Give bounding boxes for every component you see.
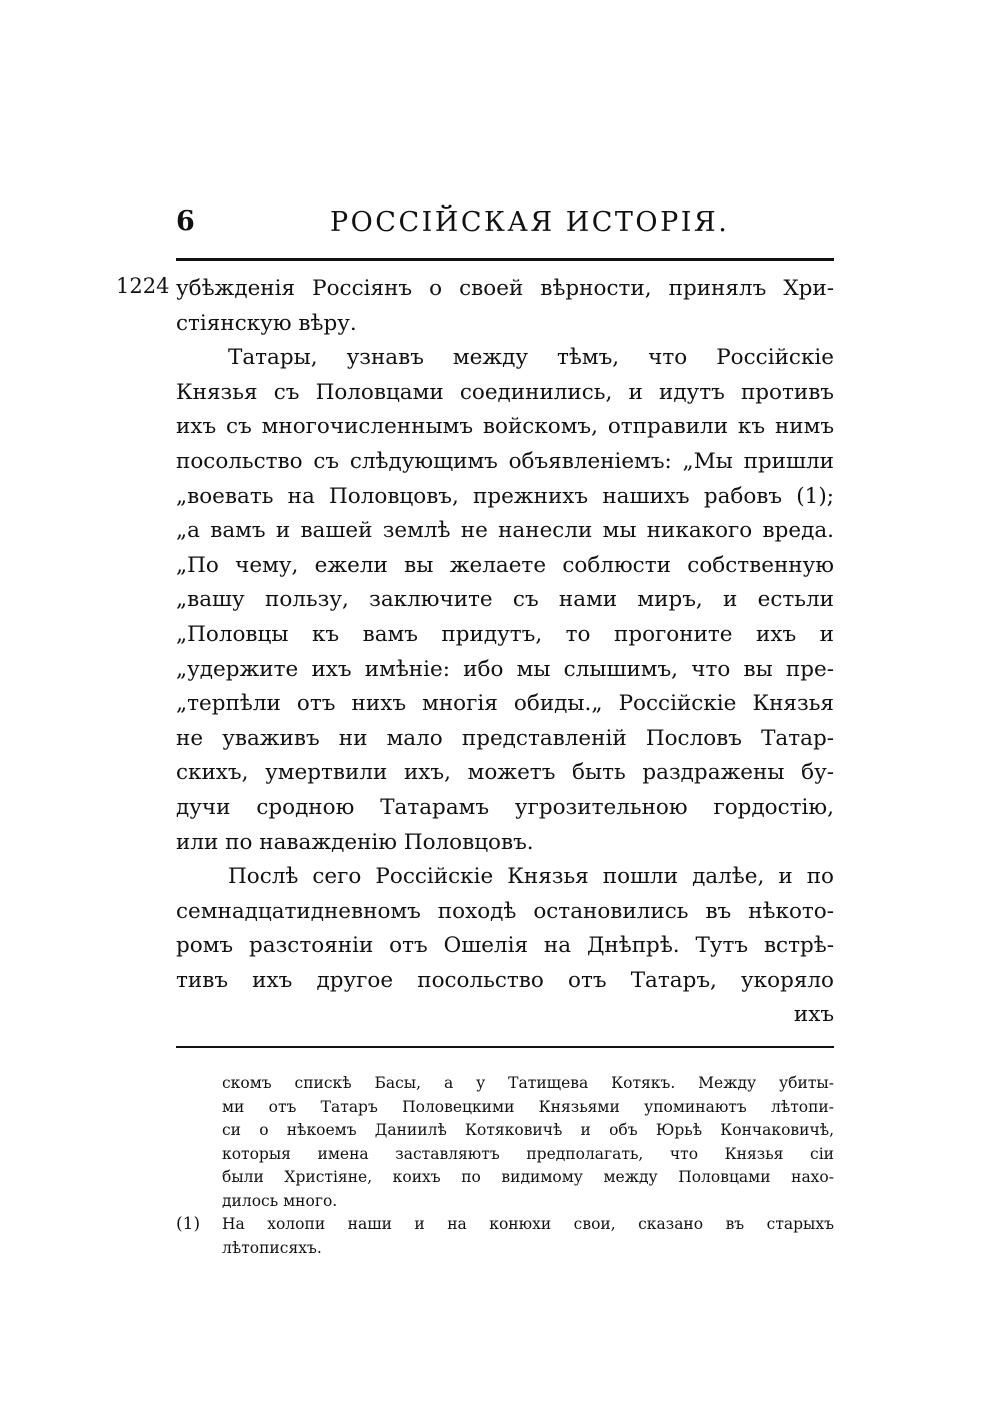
footnote-line: си о нѣкоемъ Даниилѣ Котяковичѣ и объ Юрьѣ Кончаковичѣ, (222, 1121, 834, 1139)
body-line: посольство съ слѣдующимъ объявленіемъ: „Мы пришли (176, 448, 834, 474)
header-rule (176, 258, 834, 261)
footnote-rule (176, 1046, 834, 1048)
main-text (176, 272, 834, 1033)
running-title: РОССІЙСКАЯ ИСТОРІЯ. (330, 207, 730, 238)
footnote-line: ми отъ Татаръ Половецкими Князьями упоминаютъ лѣтопи- (222, 1097, 834, 1116)
body-line: „По чему, ежели вы желаете соблюсти собственную (176, 552, 834, 578)
body-line: „Половцы къ вамъ придутъ, то прогоните ихъ и (176, 621, 834, 647)
footnote-line: На холопи наши и на конюхи свои, сказано въ старыхъ (222, 1215, 834, 1233)
catchword: ихъ (793, 1002, 834, 1028)
footnote-1 (176, 1213, 834, 1237)
page-number: 6 (176, 206, 195, 237)
footnotes (176, 1072, 834, 1260)
body-line: дучи сродною Татарамъ угрозительною гордостію, (176, 794, 834, 820)
footnote-line: лѣтописяхъ. (222, 1238, 322, 1257)
body-line: убѣжденія Россіянъ о своей вѣрности, принялъ Хри- (176, 276, 834, 301)
body-line: Послѣ сего Россійскіе Князья пошли далѣе, и по (228, 864, 834, 890)
body-line: скихъ, умертвили ихъ, можетъ быть раздражены бу- (176, 760, 834, 786)
body-line: семнадцатидневномъ походѣ остановились въ нѣкото- (176, 898, 834, 924)
body-line: „терпѣли отъ нихъ многія обиды.„ Россійскіе Князья (176, 691, 834, 717)
body-line: ромъ разстояніи отъ Ошелія на Днѣпрѣ. Тутъ встрѣ- (176, 933, 834, 959)
body-line: „вашу пользу, заключите съ нами миръ, и естьли (176, 587, 834, 613)
body-line: или по наважденію Половцовъ. (176, 829, 534, 855)
body-line: тивъ ихъ другое посольство отъ Татаръ, укоряло (176, 967, 834, 993)
footnote-line: дилось много. (222, 1191, 338, 1210)
footnote-marker: (1) (176, 1214, 201, 1234)
footnote-line: скомъ спискѣ Басы, а у Татищева Котякъ. Между убиты- (222, 1074, 834, 1092)
body-line: Татары, узнавъ между тѣмъ, что Россійскіе (228, 345, 834, 371)
body-line: „а вамъ и вашей землѣ не нанесли мы никакого вреда. (176, 518, 834, 544)
body-line: стіянскую вѣру. (176, 310, 357, 336)
body-line: не уваживъ ни мало представленій Пословъ Татар- (176, 725, 834, 751)
body-line: Князья съ Половцами соединились, и идутъ противъ (176, 379, 834, 405)
body-line: „удержите ихъ имѣніе: ибо мы слышимъ, что вы пре- (176, 656, 834, 682)
body-line: ихъ съ многочисленнымъ войскомъ, отправили къ нимъ (176, 414, 834, 440)
margin-year: 1224 (116, 274, 170, 298)
footnote-line: были Христіяне, коихъ по видимому между Половцами нахо- (222, 1168, 834, 1186)
body-line: „воевать на Половцовъ, прежнихъ нашихъ рабовъ (1); (176, 483, 834, 509)
footnote-line: которыя имена заставляютъ предполагать, что Князья сіи (222, 1144, 834, 1163)
